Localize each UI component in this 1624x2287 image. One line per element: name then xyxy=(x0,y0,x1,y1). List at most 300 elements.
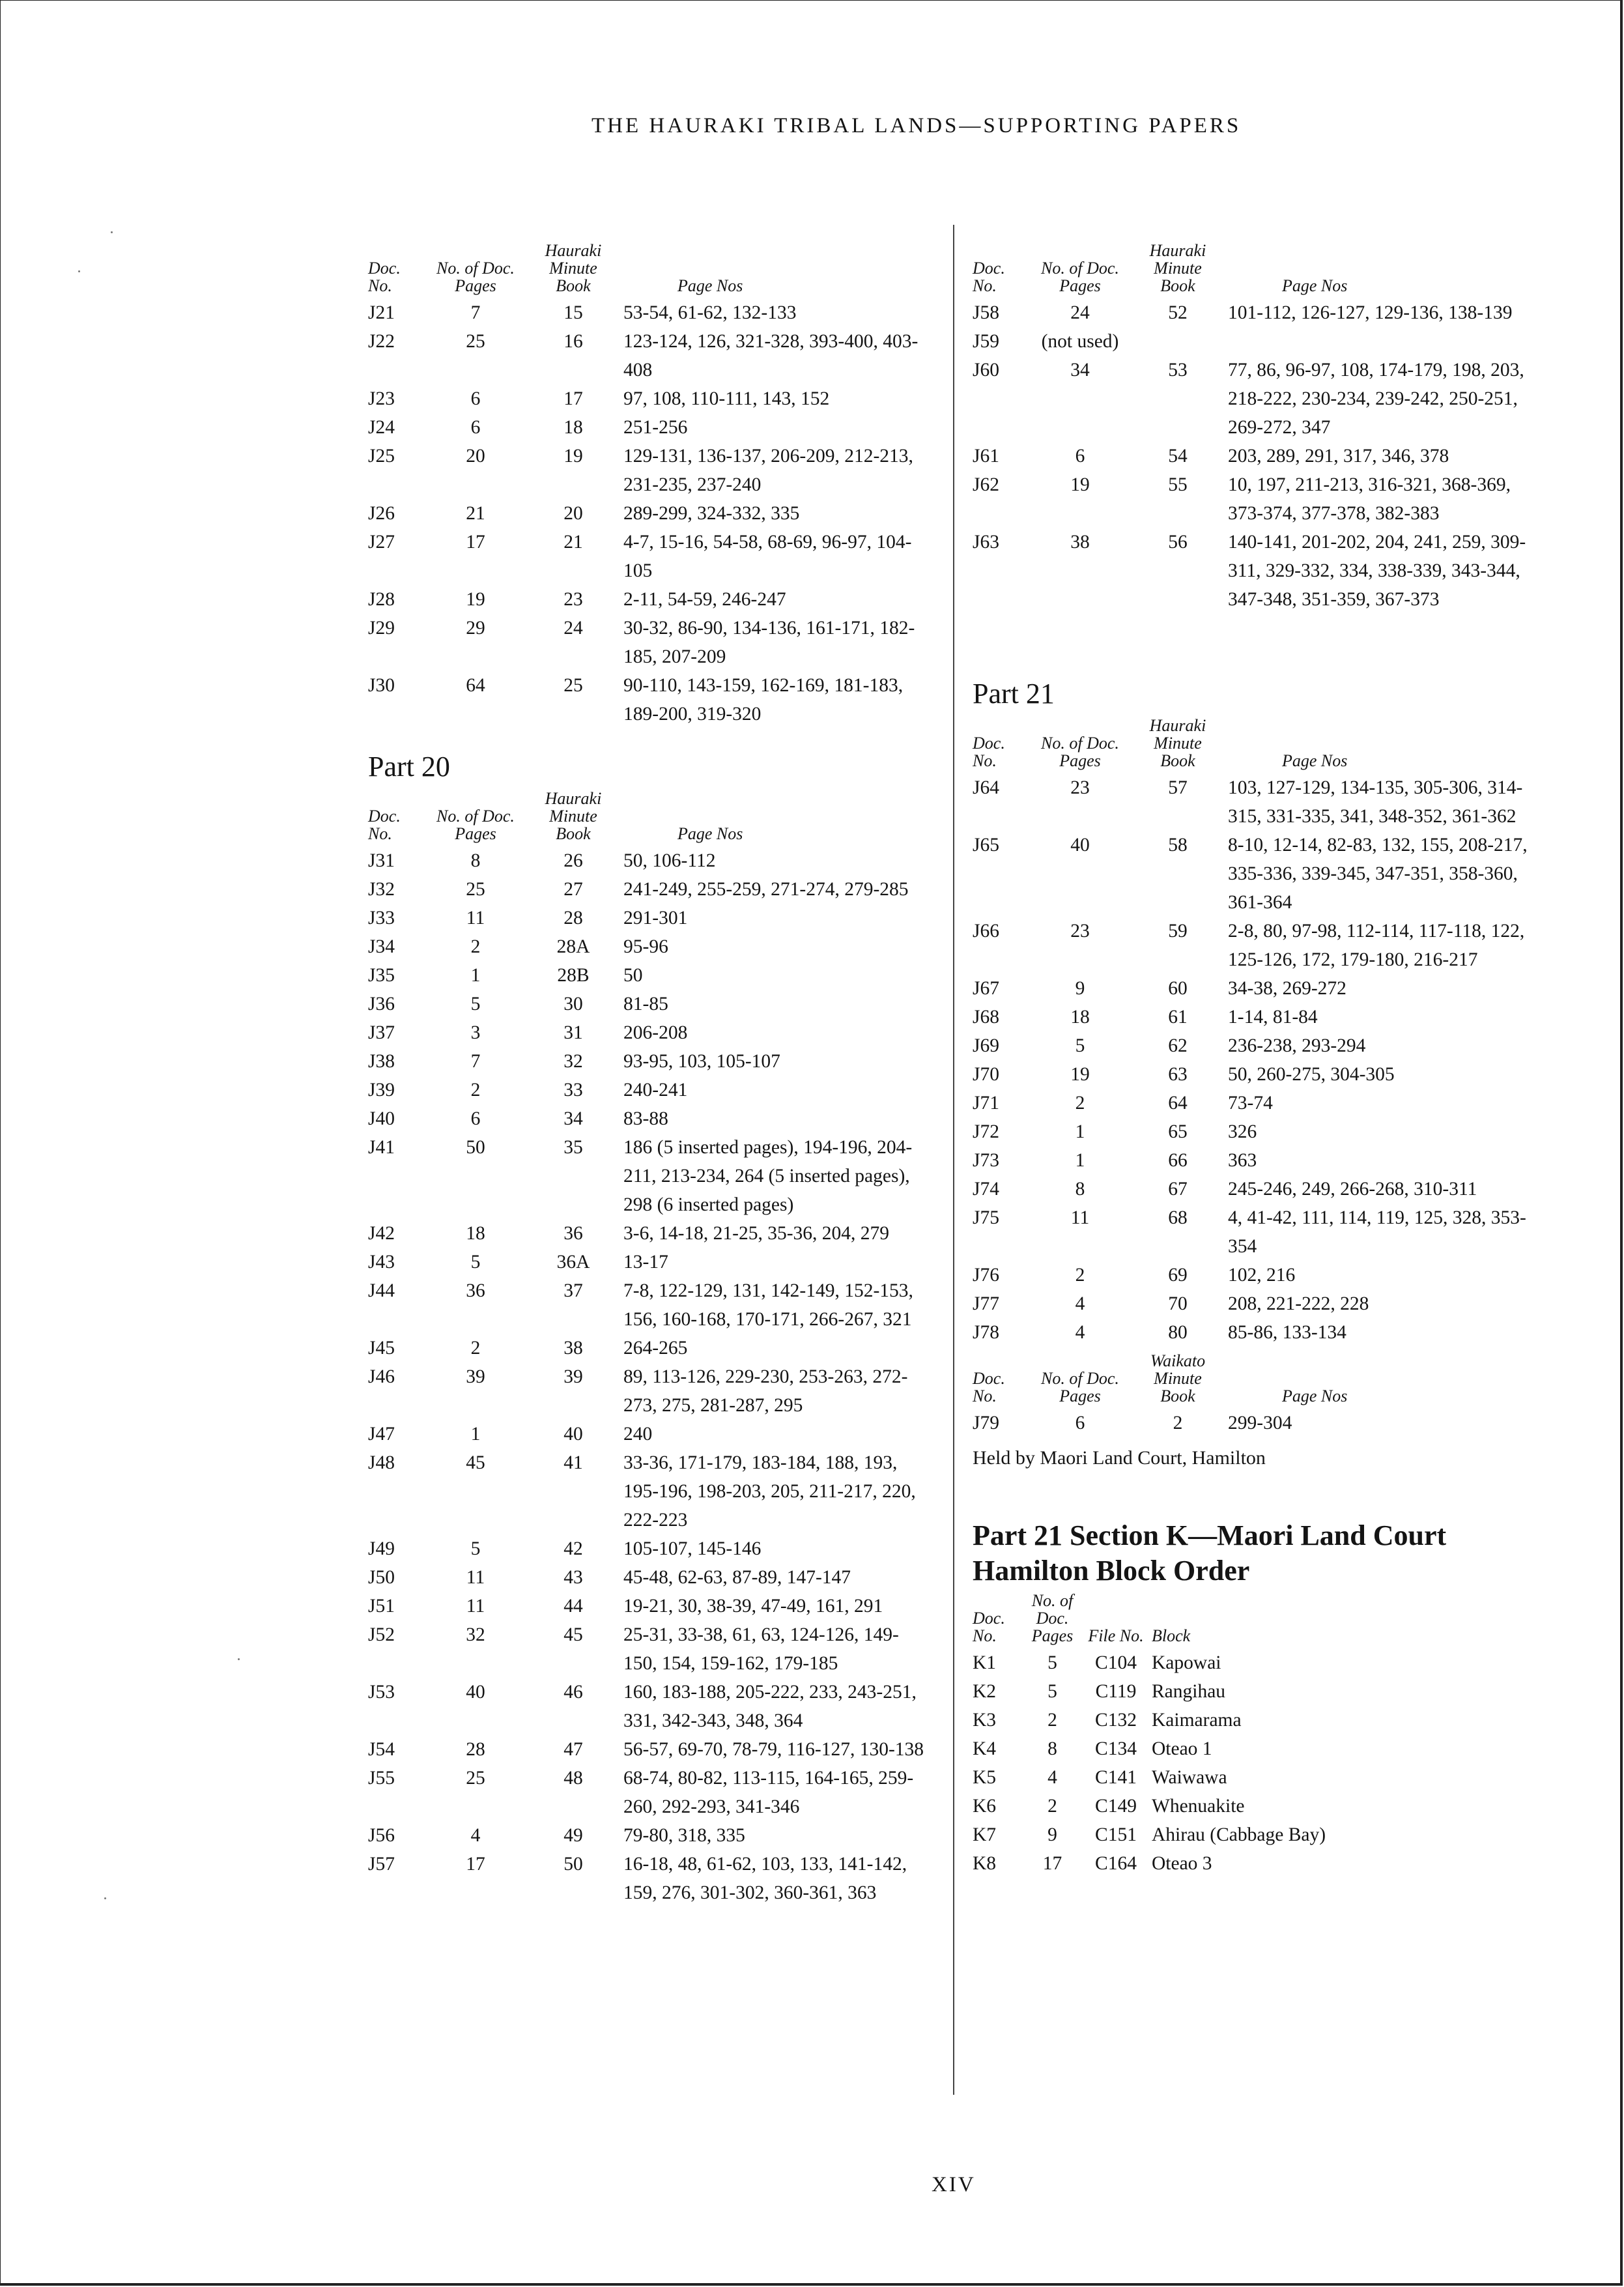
minute-book-cell: 35 xyxy=(563,1137,583,1158)
doc-no-cell: J51 xyxy=(368,1596,395,1617)
table-body xyxy=(973,1409,1559,1437)
table-row xyxy=(368,614,941,671)
table-row xyxy=(368,585,941,614)
doc-no-cell: K5 xyxy=(973,1767,997,1788)
table-row xyxy=(973,1289,1559,1318)
table-row xyxy=(973,1117,1559,1146)
pages-cell: 1 xyxy=(1075,1121,1085,1142)
minute-book-cell: 50 xyxy=(563,1854,583,1875)
minute-book-cell: 21 xyxy=(563,532,583,553)
part-heading: Part 20 xyxy=(368,751,450,783)
page-nos-cell: 206-208 xyxy=(623,1022,688,1043)
file-no-cell: C119 xyxy=(1095,1681,1137,1702)
minute-book-cell: 15 xyxy=(563,302,583,323)
table-row xyxy=(973,1089,1559,1117)
file-no-cell: C149 xyxy=(1095,1796,1137,1817)
table-row xyxy=(973,1060,1559,1089)
doc-no-cell: J24 xyxy=(368,417,395,438)
block-cell: Rangihau xyxy=(1152,1681,1226,1702)
doc-no-cell: K7 xyxy=(973,1824,997,1845)
minute-book-cell: 54 xyxy=(1168,446,1188,467)
pages-cell: 17 xyxy=(466,532,485,553)
file-no-cell: C134 xyxy=(1095,1738,1137,1759)
doc-no-cell: J41 xyxy=(368,1137,395,1158)
table-row xyxy=(368,1047,941,1076)
page-nos-cell: 186 (5 inserted pages), 194-196, 204-211, 213-234, 264 (5 inserted pages), 298 (6 inserted pages) xyxy=(623,1137,913,1215)
pages-cell: 40 xyxy=(466,1682,485,1703)
page-nos-cell: 105-107, 145-146 xyxy=(623,1538,762,1559)
doc-no-cell: J68 xyxy=(973,1007,999,1028)
block-cell: Kapowai xyxy=(1152,1652,1221,1673)
table-header-waikato xyxy=(973,1347,1559,1409)
table-row xyxy=(973,831,1559,917)
page-nos-cell: 236-238, 293-294 xyxy=(1228,1035,1366,1056)
page-nos-cell: 240-241 xyxy=(623,1080,688,1100)
doc-no-cell: J65 xyxy=(973,835,999,856)
file-no-cell: C151 xyxy=(1095,1824,1137,1845)
table-row xyxy=(973,298,1559,327)
pages-cell: 2 xyxy=(470,936,481,957)
minute-book-cell: 49 xyxy=(563,1825,583,1846)
minute-book-cell: 28B xyxy=(557,965,590,986)
doc-no-cell: K4 xyxy=(973,1738,997,1759)
pages-cell: 11 xyxy=(466,908,485,928)
doc-no-cell: J23 xyxy=(368,388,395,409)
page-nos-cell: 326 xyxy=(1228,1121,1257,1142)
page-nos-cell: 16-18, 48, 61-62, 103, 133, 141-142, 159, 276, 301-302, 360-361, 363 xyxy=(623,1854,907,1903)
doc-no-cell: J76 xyxy=(973,1265,999,1286)
header-minute-book: Hauraki Minute Book xyxy=(545,241,602,295)
minute-book-cell: 32 xyxy=(563,1051,583,1072)
minute-book-cell: 56 xyxy=(1168,532,1188,553)
pages-cell: 5 xyxy=(1047,1681,1057,1702)
minute-book-cell: 67 xyxy=(1168,1179,1188,1200)
header-doc-no: Doc. No. xyxy=(368,807,401,843)
table-header xyxy=(368,784,941,846)
minute-book-cell: 59 xyxy=(1168,921,1188,942)
table-body xyxy=(973,773,1559,1347)
minute-book-cell: 38 xyxy=(563,1338,583,1359)
minute-book-cell: 30 xyxy=(563,994,583,1014)
doc-no-cell: J22 xyxy=(368,331,395,352)
doc-no-cell: J42 xyxy=(368,1223,395,1244)
pages-cell: 6 xyxy=(470,1108,481,1129)
doc-no-cell: J45 xyxy=(368,1338,395,1359)
header-minute-book: Hauraki Minute Book xyxy=(1149,716,1206,770)
pages-cell: 8 xyxy=(470,850,481,871)
page-nos-cell: 77, 86, 96-97, 108, 174-179, 198, 203, 218-222, 230-234, 239-242, 250-251, 269-272, 347 xyxy=(1228,360,1524,438)
doc-no-cell: J78 xyxy=(973,1322,999,1343)
table-row xyxy=(368,1133,941,1219)
page-nos-cell: 129-131, 136-137, 206-209, 212-213, 231-235, 237-240 xyxy=(623,446,913,495)
header-doc-no: Doc. No. xyxy=(973,734,1005,770)
table-body xyxy=(368,298,941,728)
pages-cell: 64 xyxy=(466,675,485,696)
block-cell: Oteao 3 xyxy=(1152,1853,1212,1874)
pages-cell: 2 xyxy=(470,1338,481,1359)
pages-cell: 9 xyxy=(1047,1824,1057,1845)
table-row xyxy=(368,1592,941,1620)
table-header xyxy=(973,712,1559,773)
header-doc-no: Doc. No. xyxy=(973,1369,1005,1405)
table-row xyxy=(368,1420,941,1448)
minute-book-cell: 68 xyxy=(1168,1207,1188,1228)
doc-no-cell: J37 xyxy=(368,1022,395,1043)
pages-cell: 5 xyxy=(1075,1035,1085,1056)
page-nos-cell: 33-36, 171-179, 183-184, 188, 193, 195-196, 198-203, 205, 211-217, 220, 222-223 xyxy=(623,1452,916,1531)
minute-book-cell: 48 xyxy=(563,1768,583,1789)
page-nos-cell: 85-86, 133-134 xyxy=(1228,1322,1346,1343)
page-nos-cell: 30-32, 86-90, 134-136, 161-171, 182-185, 207-209 xyxy=(623,618,915,667)
page-nos-cell: 81-85 xyxy=(623,994,668,1014)
page-nos-cell: 90-110, 143-159, 162-169, 181-183, 189-200, 319-320 xyxy=(623,675,904,725)
doc-no-cell: J36 xyxy=(368,994,395,1014)
minute-book-cell: 53 xyxy=(1168,360,1188,381)
table-row xyxy=(368,1563,941,1592)
table-row xyxy=(368,932,941,961)
doc-no-cell: J54 xyxy=(368,1739,395,1760)
pages-cell: 5 xyxy=(470,994,481,1014)
minute-book-cell: 36 xyxy=(563,1223,583,1244)
column-divider xyxy=(953,225,954,2095)
table-row xyxy=(973,1648,1559,1677)
doc-no-cell: J39 xyxy=(368,1080,395,1100)
minute-book-cell: 70 xyxy=(1168,1293,1188,1314)
pages-cell: 23 xyxy=(1070,921,1090,942)
doc-no-cell: J31 xyxy=(368,850,395,871)
table-row xyxy=(973,442,1559,470)
table-row xyxy=(973,356,1559,442)
doc-no-cell: J74 xyxy=(973,1179,999,1200)
pages-cell: 2 xyxy=(1047,1710,1057,1731)
table-row xyxy=(368,1448,941,1534)
table-body xyxy=(368,846,941,1907)
header-doc-no: Doc. No. xyxy=(973,259,1005,295)
table-section-k xyxy=(973,1589,1559,1878)
doc-no-cell: J58 xyxy=(973,302,999,323)
pages-cell: 6 xyxy=(470,388,481,409)
page-nos-cell: 79-80, 318, 335 xyxy=(623,1825,745,1846)
table-row xyxy=(973,1677,1559,1706)
page-nos-cell: 3-6, 14-18, 21-25, 35-36, 204, 279 xyxy=(623,1223,890,1244)
pages-cell: 4 xyxy=(1075,1322,1085,1343)
pages-cell: 3 xyxy=(470,1022,481,1043)
table-row xyxy=(973,1146,1559,1175)
table-row xyxy=(368,1534,941,1563)
pages-cell: 1 xyxy=(1075,1150,1085,1171)
doc-no-cell: K8 xyxy=(973,1853,997,1874)
pages-cell: 5 xyxy=(470,1538,481,1559)
page-nos-cell: 140-141, 201-202, 204, 241, 259, 309-311, 329-332, 334, 338-339, 343-344, 347-348, 351-359, 367-373 xyxy=(1228,532,1526,610)
table-row xyxy=(973,528,1559,614)
minute-book-cell: 61 xyxy=(1168,1007,1188,1028)
page-nos-cell: 50 xyxy=(623,965,643,986)
minute-book-cell: 57 xyxy=(1168,777,1188,798)
minute-book-cell: 41 xyxy=(563,1452,583,1473)
doc-no-cell: J50 xyxy=(368,1567,395,1588)
minute-book-cell: 65 xyxy=(1168,1121,1188,1142)
table-row xyxy=(368,1735,941,1764)
section-heading-line: Part 21 Section K—Maori Land Court xyxy=(973,1519,1447,1551)
section-heading xyxy=(973,1518,1559,1589)
table-part19-continued xyxy=(368,220,941,728)
doc-no-cell: J28 xyxy=(368,589,395,610)
doc-no-cell: J62 xyxy=(973,474,999,495)
doc-no-cell: J75 xyxy=(973,1207,999,1228)
page-nos-cell: 93-95, 103, 105-107 xyxy=(623,1051,780,1072)
pages-cell: 6 xyxy=(470,417,481,438)
table-row xyxy=(368,671,941,728)
pages-cell: 19 xyxy=(1070,474,1090,495)
minute-book-cell: 36A xyxy=(556,1252,590,1273)
doc-no-cell: J46 xyxy=(368,1366,395,1387)
header-page-nos: Page Nos xyxy=(677,824,743,843)
minute-book-cell: 28A xyxy=(556,936,590,957)
table-row xyxy=(368,1821,941,1850)
table-row xyxy=(368,442,941,499)
doc-no-cell: J77 xyxy=(973,1293,999,1314)
table-row xyxy=(368,298,941,327)
header-pages: No. of Doc. Pages xyxy=(436,259,515,295)
doc-no-cell: J40 xyxy=(368,1108,395,1129)
header-page-nos: Page Nos xyxy=(677,276,743,295)
scan-speck xyxy=(111,231,113,233)
table-row xyxy=(368,1334,941,1362)
table-row xyxy=(973,974,1559,1003)
pages-cell: 11 xyxy=(1070,1207,1090,1228)
pages-cell: 7 xyxy=(470,302,481,323)
pages-cell: 21 xyxy=(466,503,485,524)
pages-cell: 9 xyxy=(1075,978,1085,999)
pages-cell: 18 xyxy=(1070,1007,1090,1028)
pages-cell: 19 xyxy=(466,589,485,610)
doc-no-cell: J47 xyxy=(368,1424,395,1445)
table-part21 xyxy=(973,712,1559,1437)
page-nos-cell: 56-57, 69-70, 78-79, 116-127, 130-138 xyxy=(623,1739,924,1760)
table-row xyxy=(973,1261,1559,1289)
page-nos-cell: 95-96 xyxy=(623,936,668,957)
doc-no-cell: J43 xyxy=(368,1252,395,1273)
scan-speck xyxy=(78,270,80,272)
doc-no-cell: J70 xyxy=(973,1064,999,1085)
minute-book-cell: 18 xyxy=(563,417,583,438)
page-nos-cell: 289-299, 324-332, 335 xyxy=(623,503,800,524)
table-row xyxy=(368,327,941,384)
table-row xyxy=(368,1104,941,1133)
block-cell: Whenuakite xyxy=(1152,1796,1245,1817)
doc-no-cell: J34 xyxy=(368,936,395,957)
header-minute-book: Hauraki Minute Book xyxy=(545,789,602,843)
table-row xyxy=(973,1706,1559,1734)
page-nos-cell: 97, 108, 110-111, 143, 152 xyxy=(623,388,830,409)
pages-cell: 5 xyxy=(470,1252,481,1273)
page-nos-cell: 208, 221-222, 228 xyxy=(1228,1293,1369,1314)
page-nos-cell: 241-249, 255-259, 271-274, 279-285 xyxy=(623,879,909,900)
table-row xyxy=(368,1018,941,1047)
minute-book-cell: 39 xyxy=(563,1366,583,1387)
minute-book-cell: 34 xyxy=(563,1108,583,1129)
page-nos-cell: 8-10, 12-14, 82-83, 132, 155, 208-217, 335-336, 339-345, 347-351, 358-360, 361-364 xyxy=(1228,835,1528,913)
table-part20-continued xyxy=(973,220,1559,614)
table-row xyxy=(973,1409,1559,1437)
pages-cell: 40 xyxy=(1070,835,1090,856)
page-nos-cell: 123-124, 126, 321-328, 393-400, 403-408 xyxy=(623,331,919,381)
doc-no-cell: K6 xyxy=(973,1796,997,1817)
minute-book-cell: 31 xyxy=(563,1022,583,1043)
doc-no-cell: J56 xyxy=(368,1825,395,1846)
scan-speck xyxy=(238,1658,240,1660)
header-page-nos: Page Nos xyxy=(1282,751,1348,770)
part-heading: Part 21 xyxy=(973,678,1055,710)
minute-book-cell: 24 xyxy=(563,618,583,639)
table-header xyxy=(973,220,1559,298)
minute-book-cell: 25 xyxy=(563,675,583,696)
table-row xyxy=(973,1203,1559,1261)
page-nos-cell: 89, 113-126, 229-230, 253-263, 272-273, 275, 281-287, 295 xyxy=(623,1366,908,1416)
minute-book-cell: 63 xyxy=(1168,1064,1188,1085)
right-column xyxy=(973,220,1559,1878)
page-nos-cell: 68-74, 80-82, 113-115, 164-165, 259-260, 292-293, 341-346 xyxy=(623,1768,914,1817)
pages-cell: 50 xyxy=(466,1137,485,1158)
table-row xyxy=(368,990,941,1018)
doc-no-cell: J66 xyxy=(973,921,999,942)
page-nos-cell: 240 xyxy=(623,1424,653,1445)
table-row xyxy=(973,327,1559,356)
page-nos-cell: 73-74 xyxy=(1228,1093,1273,1114)
page-nos-cell: 2-8, 80, 97-98, 112-114, 117-118, 122, 125-126, 172, 179-180, 216-217 xyxy=(1228,921,1525,970)
page-nos-cell: 13-17 xyxy=(623,1252,668,1273)
table-row xyxy=(973,1763,1559,1792)
pages-cell: 2 xyxy=(470,1080,481,1100)
page-nos-cell: 203, 289, 291, 317, 346, 378 xyxy=(1228,446,1449,467)
table-row xyxy=(368,1276,941,1334)
minute-book-cell: 23 xyxy=(563,589,583,610)
pages-cell: 36 xyxy=(466,1280,485,1301)
doc-no-cell: J71 xyxy=(973,1093,999,1114)
section-heading-line: Hamilton Block Order xyxy=(973,1555,1250,1587)
page-nos-cell: 363 xyxy=(1228,1150,1257,1171)
table-row xyxy=(973,1849,1559,1878)
minute-book-cell: 43 xyxy=(563,1567,583,1588)
doc-no-cell: K2 xyxy=(973,1681,997,1702)
minute-book-cell: 33 xyxy=(563,1080,583,1100)
pages-cell: 7 xyxy=(470,1051,481,1072)
minute-book-cell: 19 xyxy=(563,446,583,467)
doc-no-cell: J38 xyxy=(368,1051,395,1072)
header-pages: No. of Doc. Pages xyxy=(1041,734,1119,770)
minute-book-cell: 37 xyxy=(563,1280,583,1301)
pages-cell: 2 xyxy=(1075,1265,1085,1286)
minute-book-cell: 44 xyxy=(563,1596,583,1617)
table-row xyxy=(973,1734,1559,1763)
pages-cell: 32 xyxy=(466,1624,485,1645)
minute-book-cell: 47 xyxy=(563,1739,583,1760)
pages-cell: 45 xyxy=(466,1452,485,1473)
doc-no-cell: J30 xyxy=(368,675,395,696)
page-nos-cell: 2-11, 54-59, 246-247 xyxy=(623,589,786,610)
pages-cell: 24 xyxy=(1070,302,1090,323)
page-nos-cell: 83-88 xyxy=(623,1108,668,1129)
pages-cell: 17 xyxy=(466,1854,485,1875)
pages-cell: (not used) xyxy=(1041,331,1119,352)
block-cell: Oteao 1 xyxy=(1152,1738,1212,1759)
page-nos-cell: 103, 127-129, 134-135, 305-306, 314-315, 331-335, 341, 348-352, 361-362 xyxy=(1228,777,1523,827)
pages-cell: 23 xyxy=(1070,777,1090,798)
left-column xyxy=(368,220,941,1907)
table-part20 xyxy=(368,784,941,1907)
table-row xyxy=(973,1792,1559,1820)
doc-no-cell: J64 xyxy=(973,777,999,798)
minute-book-cell: 64 xyxy=(1168,1093,1188,1114)
page-nos-cell: 101-112, 126-127, 129-136, 138-139 xyxy=(1228,302,1513,323)
pages-cell: 2 xyxy=(1047,1796,1057,1817)
page-nos-cell: 291-301 xyxy=(623,908,688,928)
pages-cell: 1 xyxy=(470,965,481,986)
doc-no-cell: J35 xyxy=(368,965,395,986)
table-body xyxy=(973,298,1559,614)
minute-book-cell: 80 xyxy=(1168,1322,1188,1343)
minute-book-cell: 17 xyxy=(563,388,583,409)
pages-cell: 29 xyxy=(466,618,485,639)
doc-no-cell: J33 xyxy=(368,908,395,928)
doc-no-cell: J26 xyxy=(368,503,395,524)
pages-cell: 4 xyxy=(1047,1767,1057,1788)
minute-book-cell: 16 xyxy=(563,331,583,352)
doc-no-cell: J48 xyxy=(368,1452,395,1473)
minute-book-cell: 58 xyxy=(1168,835,1188,856)
pages-cell: 8 xyxy=(1075,1179,1085,1200)
table-row xyxy=(368,1219,941,1248)
page-nos-cell: 10, 197, 211-213, 316-321, 368-369, 373-374, 377-378, 382-383 xyxy=(1228,474,1511,524)
table-row xyxy=(973,1031,1559,1060)
doc-no-cell: J44 xyxy=(368,1280,395,1301)
pages-cell: 2 xyxy=(1075,1093,1085,1114)
table-row xyxy=(368,413,941,442)
pages-cell: 25 xyxy=(466,879,485,900)
table-row xyxy=(368,1850,941,1907)
header-pages: No. of Doc. Pages xyxy=(1041,1369,1119,1405)
table-row xyxy=(973,1820,1559,1849)
running-head: THE HAURAKI TRIBAL LANDS—SUPPORTING PAPERS xyxy=(591,114,1242,137)
minute-book-cell: 28 xyxy=(563,908,583,928)
header-minute-book: Hauraki Minute Book xyxy=(1149,241,1206,295)
pages-cell: 19 xyxy=(1070,1064,1090,1085)
table-row xyxy=(973,773,1559,831)
page-nos-cell: 4-7, 15-16, 54-58, 68-69, 96-97, 104-105 xyxy=(623,532,912,581)
block-cell: Ahirau (Cabbage Bay) xyxy=(1152,1824,1326,1845)
file-no-cell: C141 xyxy=(1095,1767,1137,1788)
pages-cell: 5 xyxy=(1047,1652,1057,1673)
table-row xyxy=(368,961,941,990)
pages-cell: 4 xyxy=(470,1825,481,1846)
doc-no-cell: J67 xyxy=(973,978,999,999)
page-nos-cell: 45-48, 62-63, 87-89, 147-147 xyxy=(623,1567,851,1588)
header-file-no: File No. xyxy=(1088,1626,1144,1645)
doc-no-cell: J61 xyxy=(973,446,999,467)
doc-no-cell: J21 xyxy=(368,302,395,323)
file-no-cell: C132 xyxy=(1095,1710,1137,1731)
header-pages: No. of Doc. Pages xyxy=(1041,259,1119,295)
page-nos-cell: 50, 260-275, 304-305 xyxy=(1228,1064,1395,1085)
doc-no-cell: J72 xyxy=(973,1121,999,1142)
header-pages: No. of Doc. Pages xyxy=(436,807,515,843)
doc-no-cell: J27 xyxy=(368,532,395,553)
minute-book-cell: 42 xyxy=(563,1538,583,1559)
pages-cell: 39 xyxy=(466,1366,485,1387)
doc-no-cell: J25 xyxy=(368,446,395,467)
table-row xyxy=(368,1764,941,1821)
table-body xyxy=(973,1648,1559,1878)
